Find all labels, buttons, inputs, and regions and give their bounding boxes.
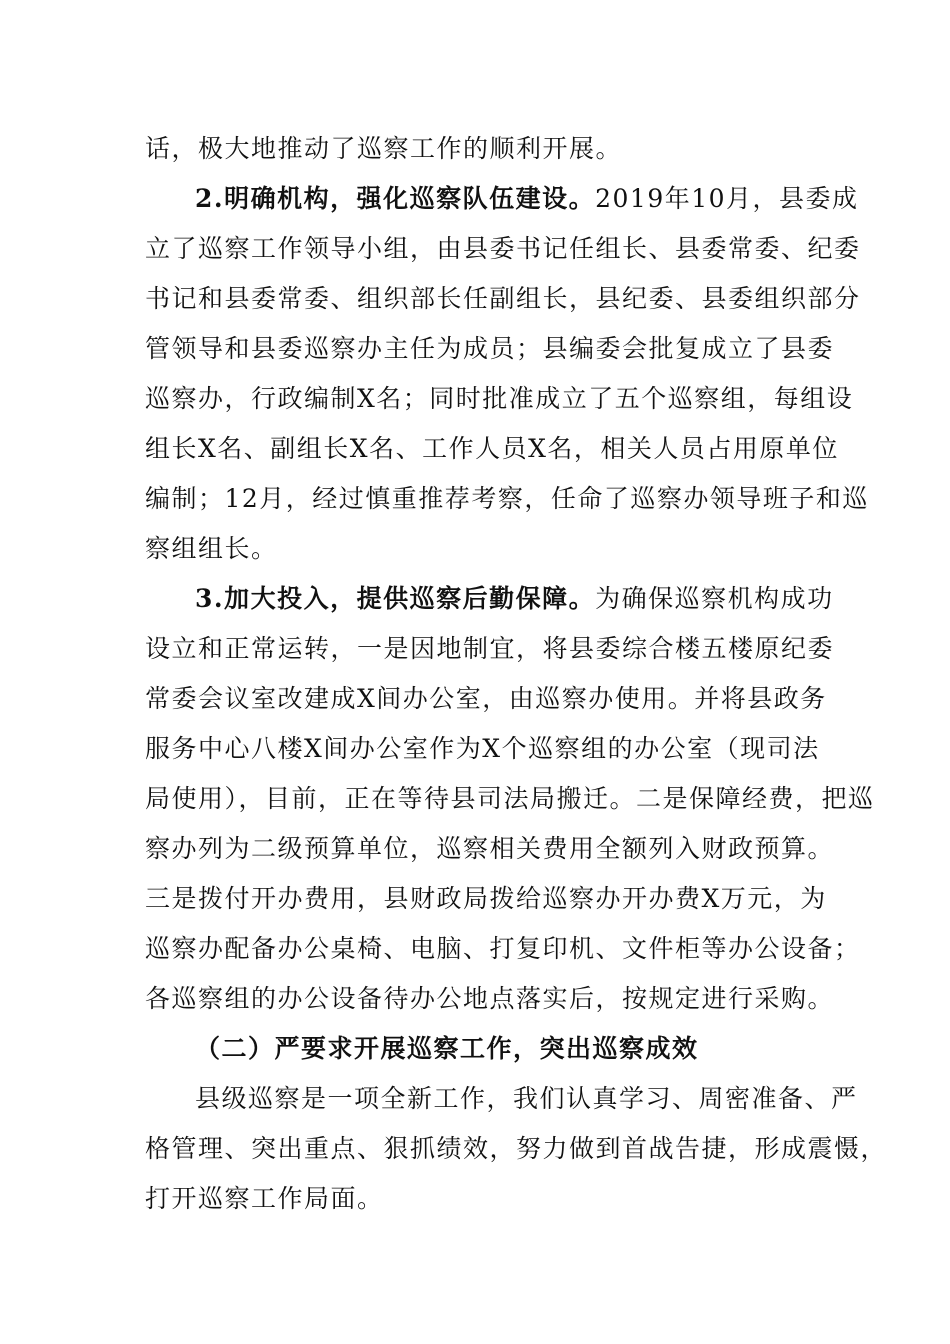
paragraph-line: 编制；12月，经过慎重推荐考察，任命了巡察办领导班子和巡 [145, 484, 869, 513]
paragraph-line: 管领导和县委巡察办主任为成员；县编委会批复成立了县委 [145, 334, 835, 363]
paragraph-line: 服务中心八楼X间办公室作为X个巡察组的办公室（现司法 [145, 734, 820, 763]
paragraph-line: 常委会议室改建成X间办公室，由巡察办使用。并将县政务 [145, 684, 827, 713]
paragraph-line: 巡察办配备办公桌椅、电脑、打复印机、文件柜等办公设备； [145, 934, 861, 963]
paragraph-line: 察组组长。 [145, 534, 278, 563]
paragraph-line: 各巡察组的办公设备待办公地点落实后，按规定进行采购。 [145, 984, 835, 1013]
paragraph-line: 话，极大地推动了巡察工作的顺利开展。 [145, 134, 623, 163]
paragraph-line: 组长X名、副组长X名、工作人员X名，相关人员占用原单位 [145, 434, 839, 463]
paragraph-text: 为确保巡察机构成功 [595, 584, 834, 613]
paragraph-line: 三是拨付开办费用，县财政局拨给巡察办开办费X万元，为 [145, 884, 827, 913]
paragraph-text: 2019年10月，县委成 [595, 184, 859, 213]
section-heading: 3.加大投入，提供巡察后勤保障。 [195, 584, 596, 613]
paragraph-line: 局使用），目前，正在等待县司法局搬迁。二是保障经费，把巡 [145, 784, 875, 813]
paragraph-line: 格管理、突出重点、狠抓绩效，努力做到首战告捷，形成震慑， [145, 1134, 888, 1163]
paragraph-line: 书记和县委常委、组织部长任副组长，县纪委、县委组织部分 [145, 284, 861, 313]
section-heading: 2.明确机构，强化巡察队伍建设。 [195, 184, 596, 213]
paragraph-line: 设立和正常运转，一是因地制宜，将县委综合楼五楼原纪委 [145, 634, 835, 663]
paragraph-line [195, 583, 834, 615]
paragraph-line: 打开巡察工作局面。 [145, 1184, 384, 1213]
paragraph-line: 巡察办，行政编制X名；同时批准成立了五个巡察组，每组设 [145, 384, 854, 413]
subsection-heading: （二）严要求开展巡察工作，突出巡察成效 [195, 1034, 699, 1063]
paragraph-line [195, 183, 859, 215]
paragraph-line: 县级巡察是一项全新工作，我们认真学习、周密准备、严 [195, 1084, 858, 1113]
paragraph-line: 察办列为二级预算单位，巡察相关费用全额列入财政预算。 [145, 834, 835, 863]
paragraph-line: 立了巡察工作领导小组，由县委书记任组长、县委常委、纪委 [145, 234, 861, 263]
